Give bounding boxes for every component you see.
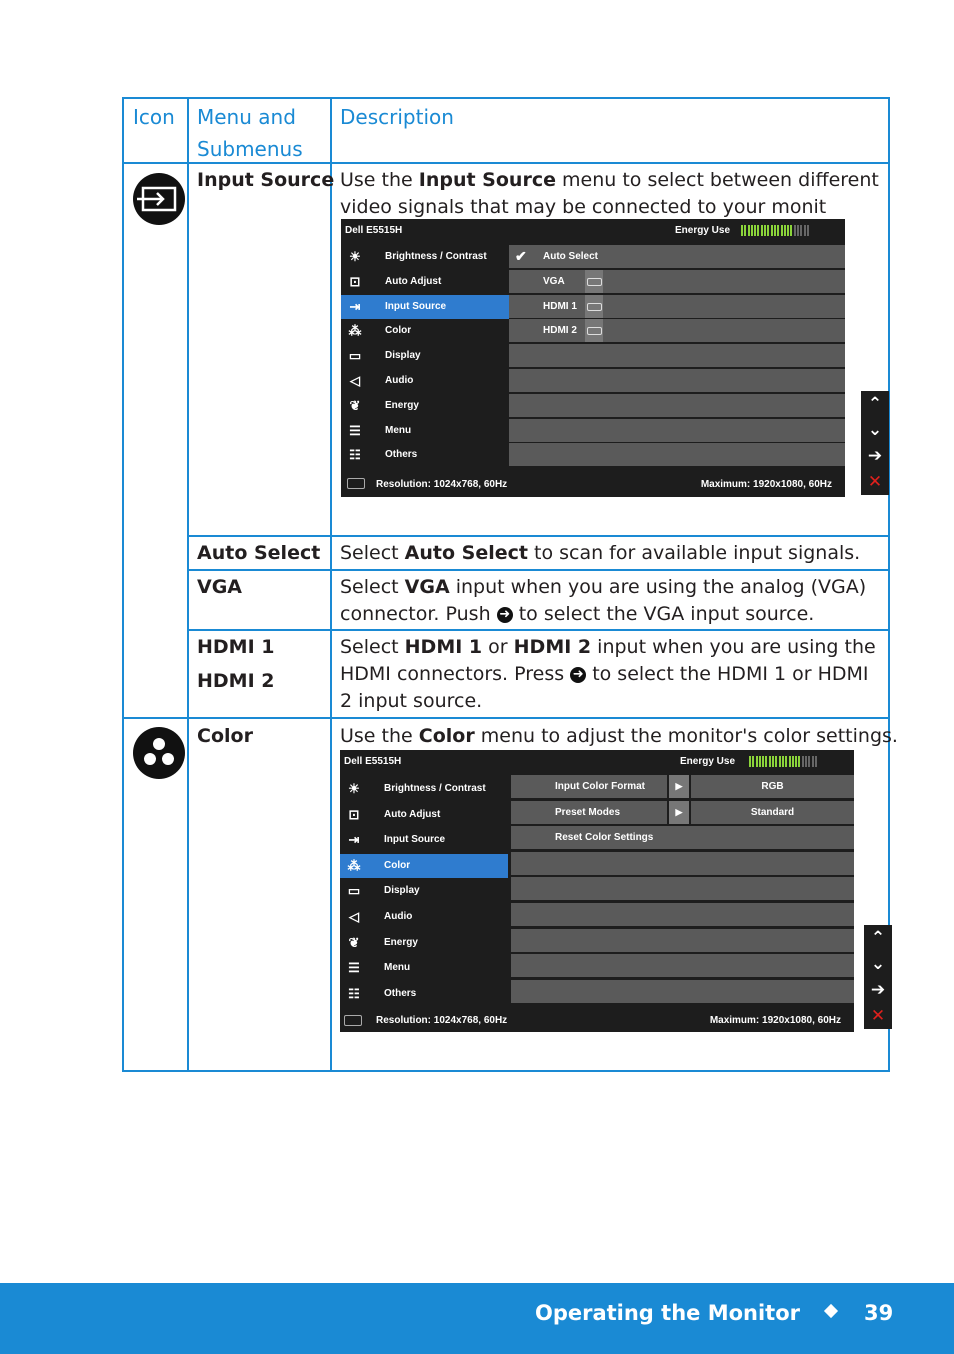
osd-top-bar bbox=[341, 219, 845, 242]
close-icon[interactable]: ✕ bbox=[867, 472, 883, 492]
header-description: Description bbox=[340, 105, 454, 129]
energy-bar-segment bbox=[789, 756, 791, 767]
energy-bar-segment bbox=[769, 756, 771, 767]
energy-bar-segment bbox=[775, 756, 777, 767]
energy-bar-segment bbox=[782, 756, 784, 767]
osd-option-label: Preset Modes bbox=[555, 806, 621, 818]
osd-menu-item[interactable] bbox=[340, 956, 508, 980]
osd-maximum: Maximum: 1920x1080, 60Hz bbox=[709, 1015, 841, 1026]
desc-hdmi: Select HDMI 1 or HDMI 2 input when you are using the HDMI connectors. Press ➜ to select the HDMI 1 or HDMI 2 input source. bbox=[340, 636, 876, 712]
energy-meter bbox=[741, 225, 810, 236]
energy-bar-segment bbox=[774, 225, 776, 236]
energy-bar-segment bbox=[785, 756, 787, 767]
hdmi-connector-icon bbox=[585, 295, 603, 318]
osd-menu-item[interactable] bbox=[341, 295, 509, 319]
osd-top-bar bbox=[340, 750, 854, 773]
energy-bar-segment bbox=[787, 225, 789, 236]
energy-bar-segment bbox=[757, 225, 759, 236]
osd-option-label: HDMI 1 bbox=[543, 300, 577, 312]
osd-menu-item[interactable] bbox=[341, 443, 509, 467]
auto-adjust-icon: ⊡ bbox=[348, 806, 360, 822]
enter-button-icon: ➜ bbox=[570, 667, 586, 683]
osd-option-label: HDMI 2 bbox=[543, 325, 577, 337]
right-arrow-icon[interactable]: ➔ bbox=[867, 446, 883, 466]
osd-menu-item[interactable] bbox=[341, 369, 509, 393]
osd-menu-label: Energy bbox=[384, 936, 418, 948]
osd-option-row[interactable] bbox=[509, 270, 845, 293]
energy-bar-segment bbox=[764, 225, 766, 236]
vga-connector-icon bbox=[347, 478, 365, 489]
osd-menu-item[interactable] bbox=[340, 879, 508, 903]
osd-bottom-bar bbox=[341, 472, 845, 497]
hdmi-connector-icon bbox=[585, 319, 603, 342]
energy-bar-segment bbox=[812, 756, 814, 767]
energy-meter bbox=[749, 756, 818, 767]
energy-bar-segment bbox=[751, 225, 753, 236]
submenu-arrow-icon: ▶ bbox=[669, 801, 689, 824]
right-arrow-icon[interactable]: ➔ bbox=[870, 980, 886, 1000]
energy-bar-segment bbox=[756, 756, 758, 767]
osd-option-row[interactable] bbox=[509, 295, 845, 318]
energy-bar-segment bbox=[752, 756, 754, 767]
brightness-icon: ☀ bbox=[348, 781, 360, 796]
osd-energy-label: Energy Use bbox=[680, 756, 736, 767]
osd-option-row bbox=[511, 929, 854, 952]
energy-icon: ❦ bbox=[348, 934, 360, 950]
osd-menu-label: Color bbox=[385, 325, 412, 337]
row-divider bbox=[187, 629, 888, 631]
osd-option-row bbox=[509, 419, 845, 442]
osd-option-label: VGA bbox=[543, 275, 565, 287]
osd-option-row bbox=[511, 980, 854, 1003]
column-divider bbox=[187, 99, 189, 1070]
energy-bar-segment bbox=[772, 756, 774, 767]
osd-option-value: RGB bbox=[691, 775, 854, 798]
energy-bar-segment bbox=[798, 756, 800, 767]
auto-adjust-icon: ⊡ bbox=[349, 273, 361, 289]
connector-shape bbox=[587, 278, 602, 286]
display-icon: ▭ bbox=[348, 348, 362, 364]
osd-menu-label: Audio bbox=[385, 375, 414, 386]
energy-bar-segment bbox=[784, 225, 786, 236]
osd-menu-item[interactable] bbox=[341, 270, 509, 294]
osd-model: Dell E5515H bbox=[344, 756, 402, 767]
down-arrow-icon[interactable]: ⌄ bbox=[867, 420, 883, 440]
osd-menu-item[interactable] bbox=[340, 905, 508, 929]
desc-auto-select: Select Auto Select to scan for available input signals. bbox=[340, 542, 861, 564]
osd-model: Dell E5515H bbox=[345, 225, 403, 236]
energy-bar-segment bbox=[771, 225, 773, 236]
energy-bar-segment bbox=[781, 225, 783, 236]
input-source-icon: ⇥ bbox=[348, 832, 360, 848]
page-footer bbox=[0, 1283, 954, 1354]
submenu-arrow-icon: ▶ bbox=[669, 775, 689, 798]
close-icon[interactable]: ✕ bbox=[870, 1006, 886, 1026]
osd-option-label: Reset Color Settings bbox=[555, 832, 654, 844]
energy-bar-segment bbox=[797, 225, 799, 236]
osd-menu-item[interactable] bbox=[340, 828, 508, 852]
energy-bar-segment bbox=[749, 756, 751, 767]
osd-menu-label: Auto Adjust bbox=[385, 275, 442, 287]
menu-hdmi-1: HDMI 1 bbox=[197, 636, 275, 658]
energy-bar-segment bbox=[795, 756, 797, 767]
osd-menu-item[interactable] bbox=[340, 854, 508, 878]
osd-menu-item[interactable] bbox=[341, 344, 509, 368]
osd-option-value: Standard bbox=[691, 801, 854, 824]
osd-option-row[interactable] bbox=[509, 319, 845, 342]
energy-bar-segment bbox=[807, 225, 809, 236]
osd-menu-label: Color bbox=[384, 859, 411, 871]
color-icon bbox=[133, 727, 185, 779]
display-icon: ▭ bbox=[347, 883, 361, 899]
header-menu-line1: Menu and bbox=[197, 105, 296, 129]
connector-shape bbox=[587, 303, 602, 311]
up-arrow-icon[interactable]: ⌃ bbox=[867, 394, 883, 414]
energy-bar-segment bbox=[804, 225, 806, 236]
osd-resolution: Resolution: 1024x768, 60Hz bbox=[376, 1015, 508, 1026]
header-icon: Icon bbox=[133, 105, 175, 129]
energy-bar-segment bbox=[748, 225, 750, 236]
energy-bar-segment bbox=[744, 225, 746, 236]
column-divider bbox=[330, 99, 332, 1070]
osd-option-row bbox=[509, 344, 845, 367]
brightness-icon: ☀ bbox=[349, 249, 361, 264]
osd-option-row[interactable] bbox=[509, 245, 845, 268]
header-menu-line2: Submenus bbox=[197, 137, 303, 161]
energy-bar-segment bbox=[777, 225, 779, 236]
osd-menu-label: Display bbox=[385, 350, 421, 362]
vga-connector-icon bbox=[344, 1015, 362, 1026]
osd-option-row bbox=[509, 369, 845, 392]
osd-option-row[interactable] bbox=[511, 775, 784, 798]
footer-title: Operating the Monitor bbox=[534, 1301, 800, 1325]
osd-bottom-bar bbox=[340, 1007, 854, 1032]
energy-bar-segment bbox=[805, 756, 807, 767]
osd-nav-buttons bbox=[864, 925, 892, 1029]
osd-option-row bbox=[511, 903, 854, 926]
others-icon: ☷ bbox=[349, 447, 361, 463]
checkmark-icon: ✔ bbox=[515, 248, 527, 264]
menu-vga: VGA bbox=[197, 576, 243, 598]
osd-option-label: Input Color Format bbox=[555, 781, 645, 792]
osd-menu-label: Brightness / Contrast bbox=[384, 783, 486, 794]
osd-menu-label: Others bbox=[385, 449, 418, 461]
osd-energy-label: Energy Use bbox=[675, 225, 731, 236]
osd-option-label: Auto Select bbox=[543, 251, 599, 262]
osd-menu-item[interactable] bbox=[340, 777, 508, 801]
color-icon: ⁂ bbox=[347, 857, 361, 873]
desc-input-source: Use the Input Source menu to select between different video signals that may be connected to your monit bbox=[340, 169, 879, 218]
menu-icon: ☰ bbox=[349, 422, 361, 438]
diamond-icon bbox=[824, 1304, 838, 1318]
energy-bar-segment bbox=[808, 756, 810, 767]
energy-bar-segment bbox=[790, 225, 792, 236]
enter-button-icon: ➜ bbox=[497, 607, 513, 623]
osd-resolution: Resolution: 1024x768, 60Hz bbox=[376, 479, 508, 490]
osd-menu-label: Energy bbox=[385, 399, 419, 411]
up-arrow-icon[interactable]: ⌃ bbox=[870, 928, 886, 948]
energy-bar-segment bbox=[800, 225, 802, 236]
osd-input-source-screenshot bbox=[341, 219, 845, 497]
energy-bar-segment bbox=[754, 225, 756, 236]
desc-vga: Select VGA input when you are using the analog (VGA) connector. Push ➜ to select the VGA input source. bbox=[340, 576, 867, 625]
osd-menu-item[interactable] bbox=[340, 931, 508, 955]
energy-bar-segment bbox=[767, 225, 769, 236]
osd-menu-item[interactable] bbox=[341, 419, 509, 443]
energy-bar-segment bbox=[761, 225, 763, 236]
osd-menu-label: Brightness / Contrast bbox=[385, 251, 487, 262]
osd-color-screenshot bbox=[340, 750, 854, 1032]
osd-option-row[interactable] bbox=[511, 801, 795, 824]
energy-bar-segment bbox=[762, 756, 764, 767]
osd-option-row bbox=[509, 443, 845, 466]
energy-bar-segment bbox=[815, 756, 817, 767]
menu-icon: ☰ bbox=[348, 960, 360, 976]
down-arrow-icon[interactable]: ⌄ bbox=[870, 954, 886, 974]
desc-color: Use the Color menu to adjust the monitor's color settings. bbox=[340, 725, 898, 747]
osd-menu-item[interactable] bbox=[341, 394, 509, 418]
osd-maximum: Maximum: 1920x1080, 60Hz bbox=[700, 479, 832, 490]
osd-option-row[interactable] bbox=[511, 826, 854, 849]
energy-bar-segment bbox=[794, 225, 796, 236]
osd-menu-item[interactable] bbox=[340, 803, 508, 827]
osd-option-row bbox=[511, 852, 854, 875]
energy-bar-segment bbox=[779, 756, 781, 767]
osd-menu-label: Auto Adjust bbox=[384, 808, 441, 820]
osd-option-row bbox=[511, 954, 854, 977]
menu-color: Color bbox=[197, 725, 253, 747]
others-icon: ☷ bbox=[348, 985, 360, 1001]
osd-menu-label: Input Source bbox=[384, 834, 446, 846]
vga-connector-icon bbox=[585, 270, 603, 293]
energy-bar-segment bbox=[741, 225, 743, 236]
energy-bar-segment bbox=[759, 756, 761, 767]
osd-menu-label: Audio bbox=[384, 911, 413, 922]
input-source-icon bbox=[133, 173, 185, 225]
audio-icon: ◁ bbox=[350, 373, 360, 388]
energy-bar-segment bbox=[765, 756, 767, 767]
osd-menu-label: Others bbox=[384, 987, 417, 999]
menu-hdmi-2: HDMI 2 bbox=[197, 670, 275, 692]
page-number: 39 bbox=[864, 1301, 894, 1325]
audio-icon: ◁ bbox=[349, 909, 359, 924]
energy-bar-segment bbox=[802, 756, 804, 767]
osd-menu-item[interactable] bbox=[341, 319, 509, 343]
header-menu bbox=[197, 101, 303, 165]
osd-option-row bbox=[509, 394, 845, 417]
osd-menu-item[interactable] bbox=[341, 245, 509, 269]
input-source-icon: ⇥ bbox=[349, 298, 361, 314]
osd-menu-item[interactable] bbox=[340, 982, 508, 1006]
connector-shape bbox=[587, 327, 602, 335]
osd-menu-label: Menu bbox=[384, 962, 411, 974]
energy-bar-segment bbox=[792, 756, 794, 767]
color-icon: ⁂ bbox=[348, 323, 362, 339]
osd-menu-label: Menu bbox=[385, 424, 412, 436]
osd-option-row bbox=[511, 877, 854, 900]
osd-nav-buttons bbox=[861, 391, 889, 495]
menu-auto-select: Auto Select bbox=[197, 542, 321, 564]
energy-icon: ❦ bbox=[349, 397, 361, 413]
menu-input-source: Input Source bbox=[197, 169, 335, 191]
osd-menu-label: Display bbox=[384, 885, 420, 897]
osd-menu-label: Input Source bbox=[385, 300, 447, 312]
